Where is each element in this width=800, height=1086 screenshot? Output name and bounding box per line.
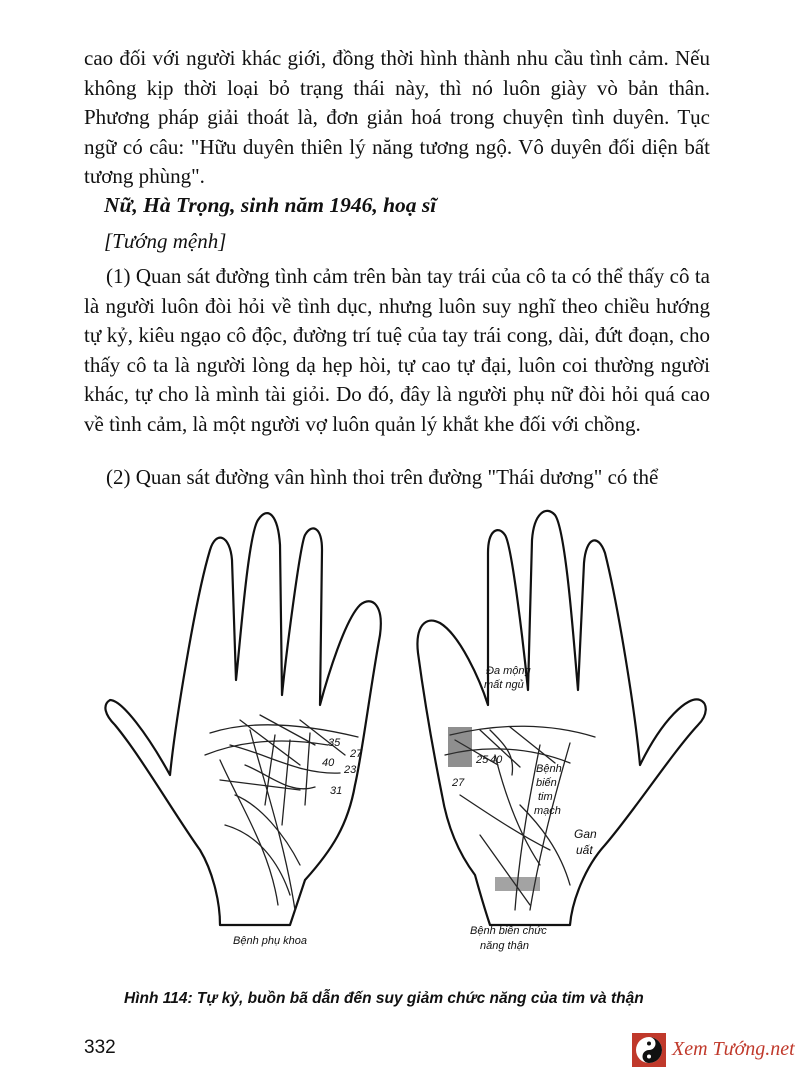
right-label-kidney-1: Bệnh biến chức <box>470 925 547 937</box>
body-paragraph-2: (1) Quan sát đường tình cảm trên bàn tay trái của cô ta có thể thấy cô ta là người luôn đòi hỏi về tình dục, nhưng luôn suy nghĩ theo chiều hướng tự kỷ, kiêu ngạo cô độc, đường trí tuệ của tay trái cong, dài, đứt đoạn, cho thấy cô ta là người lòng dạ hẹp hòi, tự cao tự đại, luôn coi thường người khác, tự cho là mình tài giỏi. Do đó, đây là người phụ nữ đòi hỏi quá cao về tình cảm, là một người vợ luôn quản lý khắt khe đối với chồng. <box>84 264 710 436</box>
right-label-dream-2: mất ngủ <box>484 679 524 691</box>
body-paragraph-3: (2) Quan sát đường vân hình thoi trên đường "Thái dương" có thể <box>106 465 659 489</box>
right-number-25: 25 <box>476 754 489 766</box>
left-hand-label: Bệnh phụ khoa <box>233 935 308 947</box>
yin-yang-icon <box>632 1033 666 1067</box>
body-paragraph-1: cao đối với người khác giới, đồng thời hình thành nhu cầu tình cảm. Nếu không kịp thời loại bỏ trạng thái này, thì nó luôn giày vò bản thân. Phương pháp giải thoát là, đơn giản hoá trong chuyện tình duyên. Tục ngữ có câu: "Hữu duyên thiên lý năng tương ngộ. Vô duyên đối diện bất tương phùng". <box>84 46 710 188</box>
left-number-40: 40 <box>322 757 335 769</box>
right-number-27: 27 <box>452 777 465 789</box>
palm-figure <box>100 505 710 970</box>
right-label-heart-1: Bệnh <box>536 763 562 775</box>
right-number-40: 40 <box>490 754 503 766</box>
left-hand-outline <box>105 513 380 925</box>
right-label-liver-2: uất <box>576 843 593 857</box>
watermark <box>632 1030 795 1070</box>
section-heading: Nữ, Hà Trọng, sinh năm 1946, hoạ sĩ <box>104 193 437 217</box>
left-number-31: 31 <box>330 785 343 797</box>
figure-caption: Hình 114: Tự kỷ, buồn bã dẫn đến suy giảm chức năng của tim và thận <box>124 990 644 1007</box>
right-label-dream-1: Đa mộng <box>486 665 531 677</box>
left-number-23: 23 <box>344 764 357 776</box>
right-label-kidney-2: năng thận <box>480 940 529 952</box>
left-number-27: 27 <box>350 748 363 760</box>
right-label-heart-2: biến <box>536 777 557 789</box>
right-label-heart-3: tim <box>538 791 553 803</box>
page-number: 332 <box>84 1037 116 1058</box>
watermark-text: Xem Tướng.net <box>672 1038 795 1060</box>
right-label-liver-1: Gan <box>574 827 597 841</box>
left-number-35: 35 <box>328 737 341 749</box>
section-subheading: [Tướng mệnh] <box>104 229 227 253</box>
right-label-heart-4: mạch <box>534 805 561 817</box>
palm-illustration <box>100 505 710 970</box>
